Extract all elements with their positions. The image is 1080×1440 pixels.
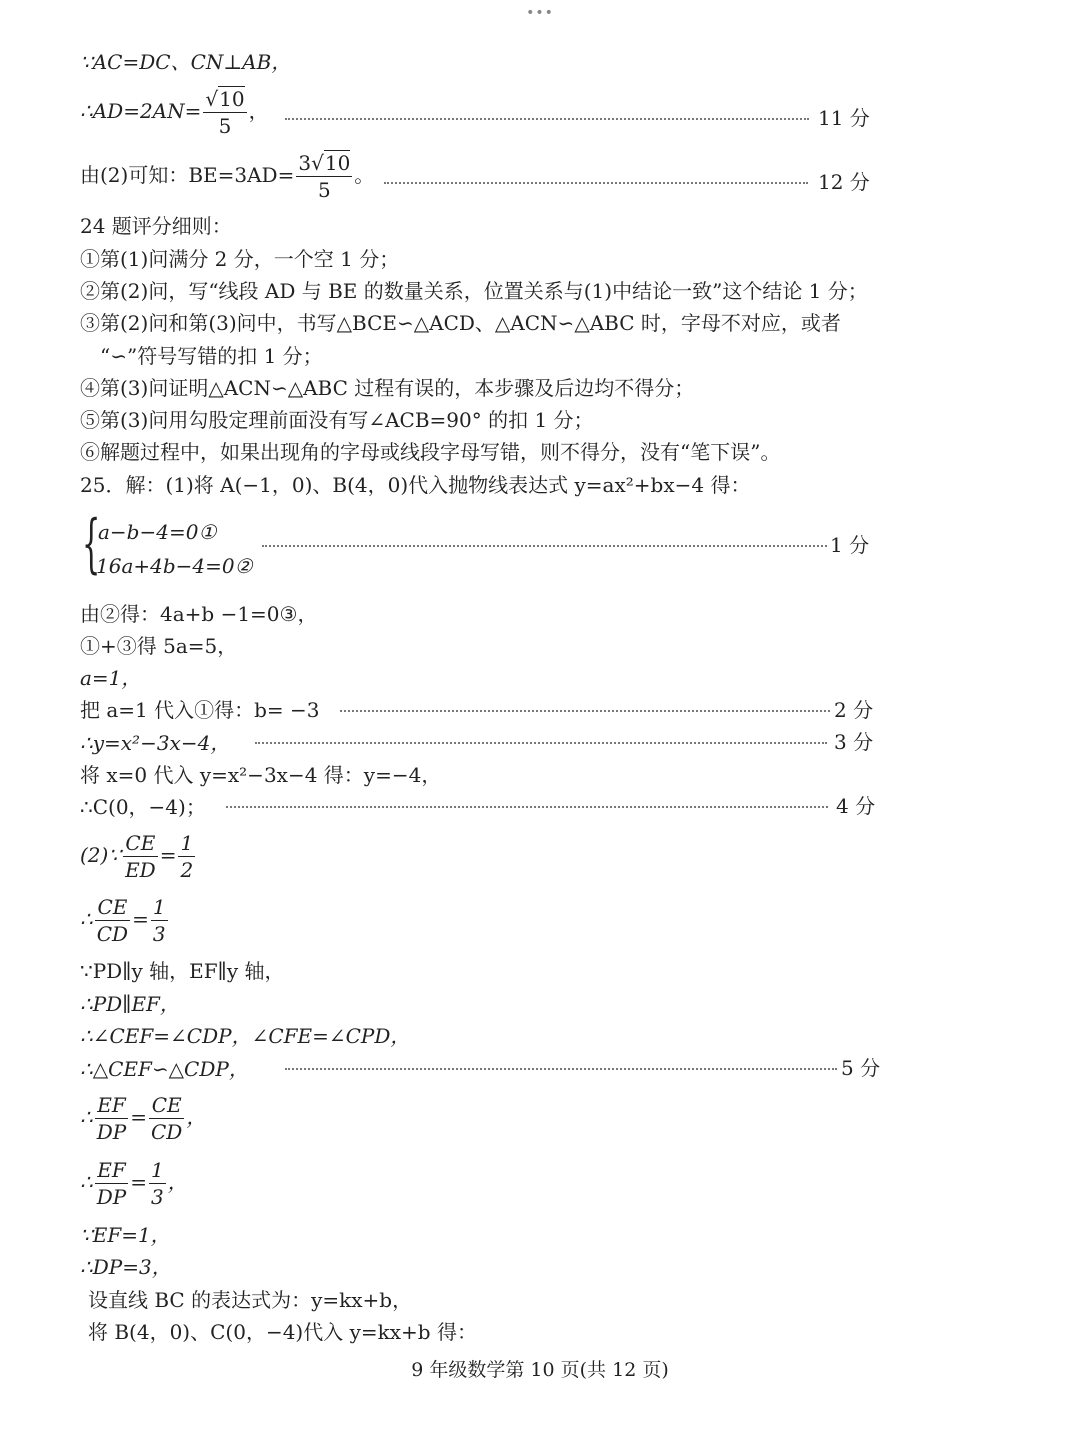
- rubric-item-1: ①第(1)问满分 2 分，一个空 1 分；: [80, 247, 400, 271]
- step-b-value: 把 a=1 代入①得：b= −3: [80, 698, 320, 722]
- dotted-leader: [384, 182, 808, 184]
- score-1: 1 分: [830, 533, 870, 557]
- dotted-leader: [340, 710, 830, 712]
- rubric-item-3: ③第(2)问和第(3)问中，书写△BCE∽△ACD、△ACN∽△ABC 时，字母不对应，或者: [80, 311, 841, 335]
- ef-value: ∵EF=1，: [80, 1223, 171, 1247]
- line-ac-dc: ∵AC=DC、CN⊥AB，: [80, 50, 292, 74]
- dotted-leader: [285, 118, 809, 120]
- ratio-ce-ed: (2)∵ $\frac{CE}{ED}$ = $\frac{1}{2}$: [80, 831, 194, 882]
- score-3: 3 分: [834, 730, 874, 754]
- ratio-ef-dp: ∴ $\frac{EF}{DP}$ = $\frac{CE}{CD}$ ，: [80, 1093, 207, 1144]
- score-12: 12 分: [818, 170, 870, 194]
- step-substitute-x0: 将 x=0 代入 y=x²−3x−4 得：y=−4，: [80, 763, 442, 787]
- fraction-sqrt10-over-5: $\frac{√10}{5}$: [205, 87, 245, 138]
- ratio-ce-cd: ∴ $\frac{CE}{CD}$ = $\frac{1}{3}$: [80, 895, 166, 946]
- equation-1: a−b−4=0①: [98, 520, 217, 544]
- line-ad-equals: ∴AD=2AN= $\frac{√10}{5}$ ，: [80, 87, 269, 138]
- step-a-value: a=1，: [80, 666, 142, 690]
- rubric-item-2: ②第(2)问，写“线段 AD 与 BE 的数量关系，位置关系与(1)中结论一致”这个结论 1 分；: [80, 279, 868, 303]
- dotted-leader: [255, 742, 827, 744]
- parallel-conclusion: ∴PD∥EF，: [80, 992, 180, 1016]
- dotted-leader: [285, 1068, 837, 1070]
- score-2: 2 分: [834, 698, 874, 722]
- equation-2: 16a+4b−4=0②: [96, 554, 253, 578]
- step-from-eq2: 由②得：4a+b −1=0③，: [80, 602, 318, 626]
- rubric-item-5: ⑤第(3)问用勾股定理前面没有写∠ACB=90° 的扣 1 分；: [80, 408, 594, 432]
- ratio-ef-dp-value: ∴ $\frac{EF}{DP}$ = $\frac{1}{3}$ ，: [80, 1158, 188, 1209]
- dotted-leader: [262, 545, 827, 547]
- line-bc-setup: 设直线 BC 的表达式为：y=kx+b，: [88, 1288, 413, 1312]
- more-options-indicator[interactable]: •••: [526, 5, 554, 21]
- fraction-3sqrt10-over-5: $\frac{3√10}{5}$: [298, 151, 351, 202]
- page-footer: 9 年级数学第 10 页(共 12 页): [411, 1359, 669, 1381]
- score-4: 4 分: [836, 794, 876, 818]
- score-11: 11 分: [818, 106, 870, 130]
- angle-equalities: ∴∠CEF=∠CDP，∠CFE=∠CPD，: [80, 1024, 411, 1048]
- rubric-item-6: ⑥解题过程中，如果出现角的字母或线段字母写错，则不得分，没有“笔下误”。: [80, 440, 781, 464]
- score-5: 5 分: [841, 1056, 881, 1080]
- step-add: ①+③得 5a=5，: [80, 634, 238, 658]
- dp-value: ∴DP=3，: [80, 1255, 172, 1279]
- parabola-expression: ∴y=x²−3x−4，: [80, 731, 231, 755]
- q25-intro: 25．解：(1)将 A(−1，0)、B(4，0)代入抛物线表达式 y=ax²+bx−4 得：: [80, 473, 751, 497]
- line-be-equals: 由(2)可知：BE=3AD= $\frac{3√10}{5}$ 。: [80, 151, 375, 202]
- rubric-item-3-cont: “∽”符号写错的扣 1 分；: [100, 344, 323, 368]
- line-bc-substitute: 将 B(4，0)、C(0，−4)代入 y=kx+b 得：: [88, 1320, 477, 1344]
- parallel-given: ∵PD∥y 轴，EF∥y 轴，: [80, 959, 285, 983]
- similar-triangles: ∴△CEF∽△CDP，: [80, 1057, 249, 1081]
- dotted-leader: [226, 806, 828, 808]
- system-brace: {: [82, 507, 101, 581]
- point-c: ∴C(0，−4)；: [80, 795, 206, 819]
- rubric-heading: 24 题评分细则：: [80, 214, 232, 238]
- rubric-item-4: ④第(3)问证明△ACN∽△ABC 过程有误的，本步骤及后边均不得分；: [80, 376, 695, 400]
